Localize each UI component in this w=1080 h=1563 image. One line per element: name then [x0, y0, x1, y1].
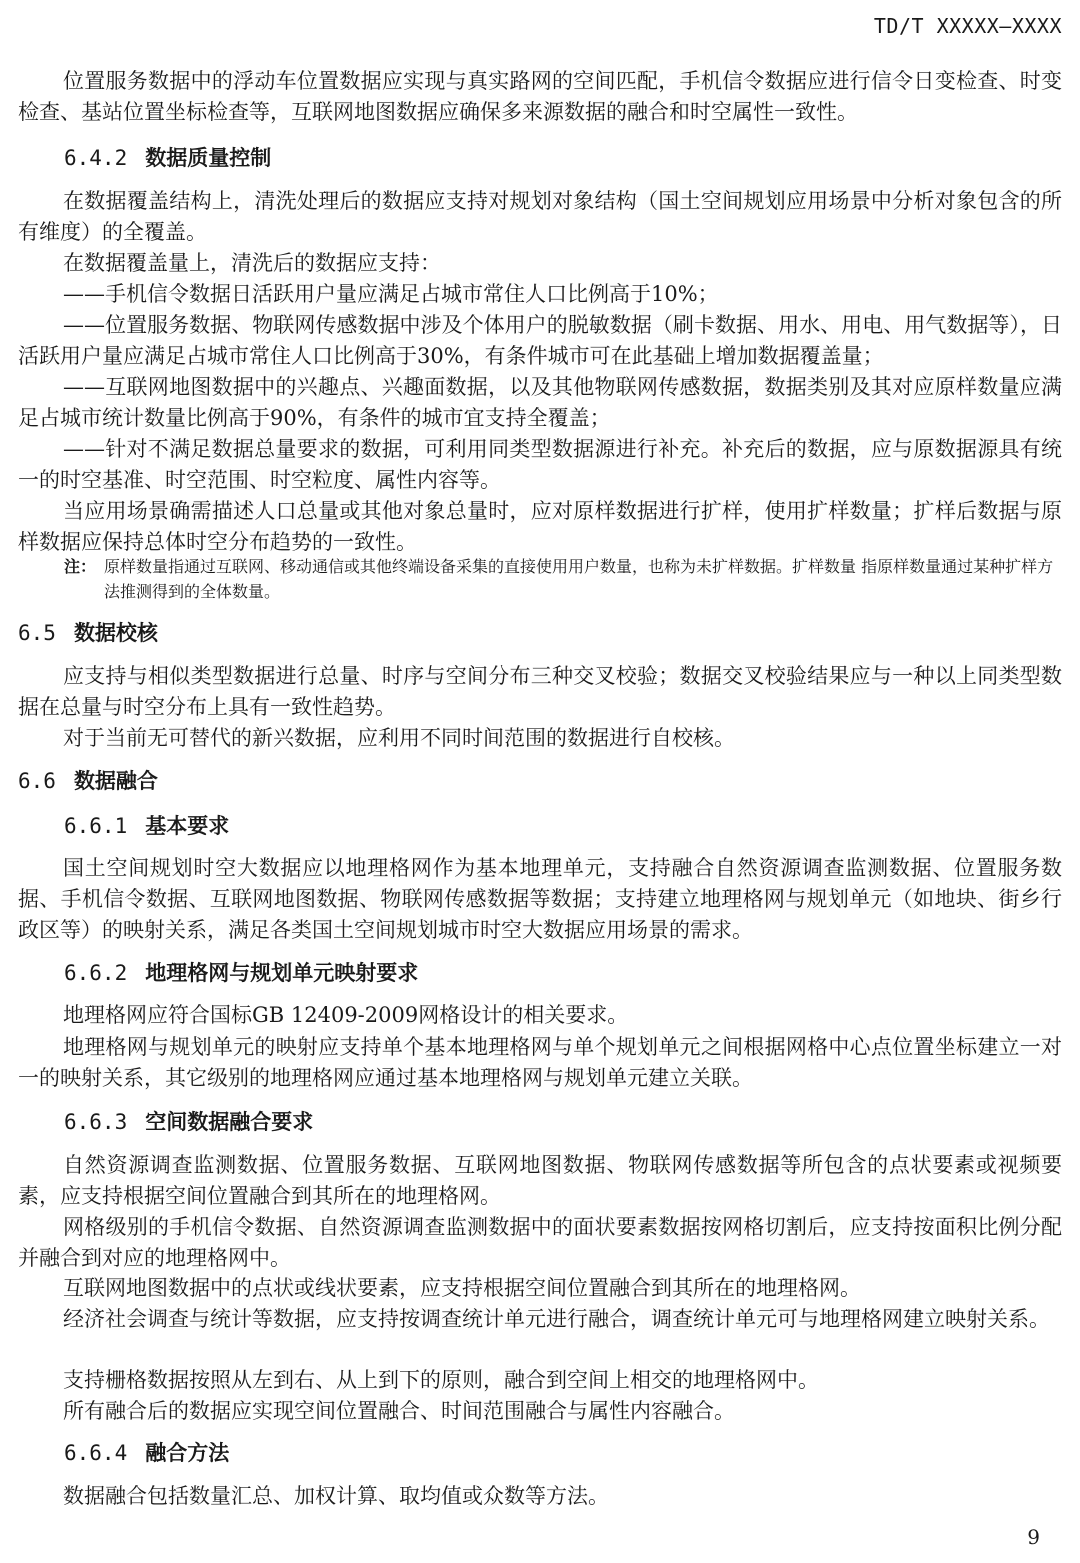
paragraph: 当应用场景确需描述人口总量或其他对象总量时，应对原样数据进行扩样，使用扩样数量；扩样后数据与原样数据应保持总体时空分布趋势的一致性。 [18, 499, 1062, 554]
section-heading-6-6 [18, 766, 158, 797]
section-heading-6-4-2 [64, 143, 271, 174]
page-number: 9 [1027, 1525, 1040, 1549]
section-number: 6.5 [18, 621, 56, 645]
list-item: ——互联网地图数据中的兴趣点、兴趣面数据，以及其他物联网传感数据，数据类别及其对应原样数量应满足占城市统计数量比例高于90%，有条件的城市宜支持全覆盖； [18, 375, 1062, 430]
section-heading-6-6-2 [64, 958, 418, 989]
paragraph: 国土空间规划时空大数据应以地理格网作为基本地理单元，支持融合自然资源调查监测数据、位置服务数据、手机信令数据、互联网地图数据、物联网传感数据等数据；支持建立地理格网与规划单元（如地块、街乡行政区等）的映射关系，满足各类国土空间规划城市时空大数据应用场景的需求。 [18, 856, 1062, 942]
paragraph: 应支持与相似类型数据进行总量、时序与空间分布三种交叉校验；数据交叉校验结果应与一种以上同类型数据在总量与时空分布上具有一致性趋势。 [18, 664, 1062, 719]
paragraph: 自然资源调查监测数据、位置服务数据、互联网地图数据、物联网传感数据等所包含的点状要素或视频要素，应支持根据空间位置融合到其所在的地理格网。 [18, 1153, 1062, 1208]
document-code: TD/T XXXXX—XXXX [873, 14, 1062, 38]
note-label: 注： [64, 557, 97, 576]
paragraph: 对于当前无可替代的新兴数据，应利用不同时间范围的数据进行自校核。 [63, 726, 735, 750]
section-number: 6.6.3 [64, 1110, 128, 1134]
section-heading-6-5 [18, 618, 158, 649]
section-title: 融合方法 [145, 1441, 230, 1465]
paragraph: 数据融合包括数量汇总、加权计算、取均值或众数等方法。 [63, 1484, 609, 1508]
list-item: ——针对不满足数据总量要求的数据，可利用同类型数据源进行补充。补充后的数据，应与原数据源具有统一的时空基准、时空范围、时空粒度、属性内容等。 [18, 437, 1062, 492]
paragraph: 在数据覆盖结构上，清洗处理后的数据应支持对规划对象结构（国土空间规划应用场景中分析对象包含的所有维度）的全覆盖。 [18, 189, 1062, 244]
paragraph: 在数据覆盖量上，清洗后的数据应支持： [63, 251, 441, 275]
section-heading-6-6-3 [64, 1107, 313, 1138]
paragraph: 经济社会调查与统计等数据，应支持按调查统计单元进行融合，调查统计单元可与地理格网建立映射关系。 [63, 1307, 1050, 1331]
section-number: 6.6 [18, 769, 56, 793]
section-heading-6-6-1 [64, 811, 229, 842]
section-number: 6.6.4 [64, 1441, 128, 1465]
section-number: 6.4.2 [64, 146, 128, 170]
note [64, 554, 1062, 604]
section-heading-6-6-4 [64, 1438, 229, 1469]
section-title: 基本要求 [145, 814, 230, 838]
section-title: 地理格网与规划单元映射要求 [145, 961, 419, 985]
note-text: 原样数量指通过互联网、移动通信或其他终端设备采集的直接使用用户数量，也称为未扩样数据。扩样数量 指原样数量通过某种扩样方法推测得到的全体数量。 [104, 557, 1054, 601]
list-item: ——位置服务数据、物联网传感数据中涉及个体用户的脱敏数据（刷卡数据、用水、用电、用气数据等），日活跃用户量应满足占城市常住人口比例高于30%，有条件城市可在此基础上增加数据覆盖量； [18, 313, 1062, 368]
paragraph: 位置服务数据中的浮动车位置数据应实现与真实路网的空间匹配，手机信令数据应进行信令日变检查、时变检查、基站位置坐标检查等，互联网地图数据应确保多来源数据的融合和时空属性一致性。 [18, 69, 1062, 124]
paragraph: 地理格网与规划单元的映射应支持单个基本地理格网与单个规划单元之间根据网格中心点位置坐标建立一对一的映射关系，其它级别的地理格网应通过基本地理格网与规划单元建立关联。 [18, 1035, 1062, 1090]
paragraph: 支持栅格数据按照从左到右、从上到下的原则，融合到空间上相交的地理格网中。 [63, 1368, 819, 1392]
paragraph: 地理格网应符合国标GB 12409-2009网格设计的相关要求。 [63, 1003, 629, 1027]
section-title: 数据校核 [73, 621, 158, 645]
section-title: 数据融合 [73, 769, 158, 793]
section-title: 数据质量控制 [145, 146, 272, 170]
section-number: 6.6.1 [64, 814, 128, 838]
paragraph: 所有融合后的数据应实现空间位置融合、时间范围融合与属性内容融合。 [63, 1399, 735, 1423]
list-item: ——手机信令数据日活跃用户量应满足占城市常住人口比例高于10%； [63, 282, 719, 306]
section-title: 空间数据融合要求 [145, 1110, 314, 1134]
paragraph: 网格级别的手机信令数据、自然资源调查监测数据中的面状要素数据按网格切割后，应支持按面积比例分配并融合到对应的地理格网中。 [18, 1215, 1062, 1270]
section-number: 6.6.2 [64, 961, 128, 985]
paragraph: 互联网地图数据中的点状或线状要素，应支持根据空间位置融合到其所在的地理格网。 [63, 1276, 861, 1300]
